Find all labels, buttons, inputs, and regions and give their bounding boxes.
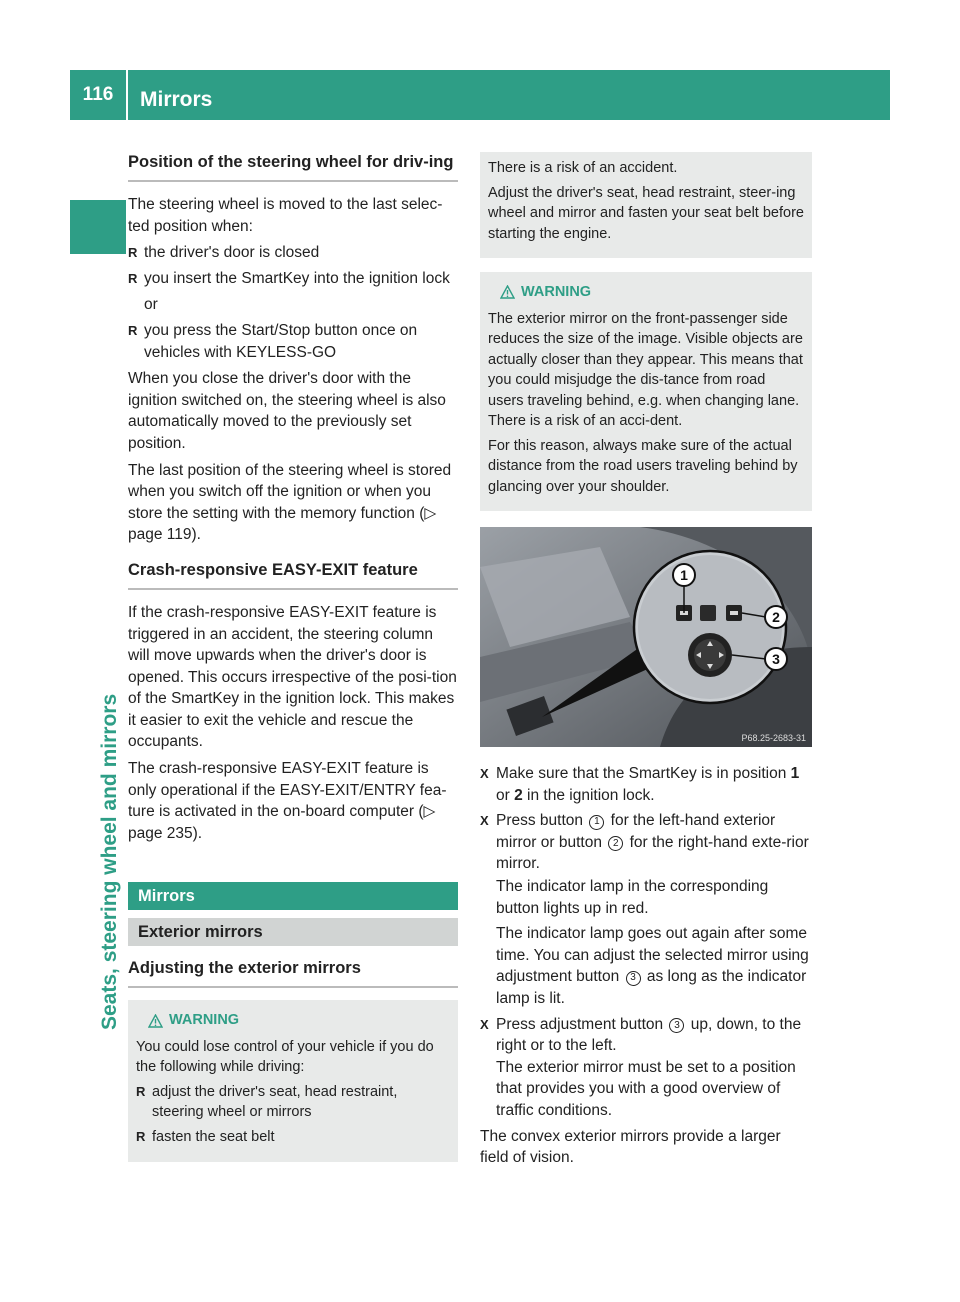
warning-text: The exterior mirror on the front-passenger side reduces the size of the image. Visible objects are actually closer than they appear. This means that you could misjudge the dis-tance from road users traveling behind, e.g. when changing lane. There is a risk of an acci-dent. — [488, 310, 803, 429]
mirror-controls-photo — [480, 527, 812, 747]
heading-adjusting-mirrors: Adjusting the exterior mirrors — [128, 958, 458, 988]
warning-triangle-icon — [148, 1014, 163, 1028]
warning-text: There is a risk of an accident. — [488, 160, 678, 176]
page-title: Mirrors — [140, 88, 213, 111]
warning-box — [128, 1000, 458, 1162]
warning-header — [136, 1010, 450, 1031]
list-item: R the driver's door is closed — [128, 242, 458, 264]
callout-ref-1: 1 — [589, 815, 604, 830]
warning-text: You could lose control of your vehicle if you do the following while driving: — [136, 1038, 434, 1076]
warning-bullets — [136, 1082, 450, 1148]
paragraph: When you close the driver's door with the ignition switched on, the steering wheel is also automatically moved to the previously set position. — [128, 370, 446, 452]
warning-box — [480, 272, 812, 511]
step-text: for the right-hand exte-rior mirror. — [496, 833, 809, 873]
warning-label: WARNING — [169, 1012, 240, 1029]
warning-text: Adjust the driver's seat, head restraint, steer-ing wheel and mirror and fasten your seat belt before starting the engine. — [488, 184, 804, 242]
position-label: 1 — [790, 765, 800, 782]
step-note: The exterior mirror must be set to a position that provides you with a good overview of traffic conditions. — [496, 1058, 796, 1119]
section-band-mirrors: Mirrors — [128, 882, 458, 910]
list-item: R you press the Start/Stop button once on vehicles with KEYLESS-GO — [128, 320, 458, 363]
step-text: as long as the indicator lamp is lit. — [496, 968, 807, 1007]
step-text: up, down, to the right or to the left. — [496, 1015, 802, 1055]
step-text: for the left-hand exterior mirror or button — [496, 812, 776, 851]
right-column — [480, 152, 812, 1174]
step-item — [480, 763, 812, 806]
list-item: R you insert the SmartKey into the ignition lock — [128, 268, 458, 290]
paragraph: The convex exterior mirrors provide a larger field of vision. — [480, 1127, 781, 1167]
heading-steering-position: Position of the steering wheel for driv-ing — [128, 152, 458, 182]
bullet-list — [128, 320, 458, 363]
header-divider — [126, 70, 128, 120]
step-text: The indicator lamp goes out again after some time. You can adjust the selected mirror using adjustment button — [496, 925, 809, 986]
figure-code: P68.25-2683-31 — [741, 733, 806, 743]
step-text: Press button — [496, 812, 584, 830]
callout-1-label: 1 — [680, 567, 688, 583]
step-note — [496, 923, 812, 1009]
step-item — [480, 1014, 812, 1122]
door-panel-illustration — [480, 527, 812, 747]
warning-header — [488, 282, 804, 303]
heading-easy-exit: Crash-responsive EASY-EXIT feature — [128, 560, 458, 590]
paragraph: If the crash-responsive EASY-EXIT feature is triggered in an accident, the steering column will move upwards when the driver's door is opened. This occurs irrespective of the posi-tion of the SmartKey in the ignition lock. This makes it easier to exit the vehicle and rescue the occupants. — [128, 603, 457, 751]
warning-triangle-icon — [500, 285, 515, 299]
callout-3-label: 3 — [772, 651, 780, 667]
step-text: in the ignition lock. — [527, 786, 655, 804]
callout-ref-3: 3 — [626, 971, 641, 986]
chapter-tab — [70, 200, 126, 254]
instruction-steps — [480, 763, 812, 1122]
chapter-title: Seats, steering wheel and mirrors — [98, 693, 121, 1030]
step-item — [480, 810, 812, 1009]
bullet-list — [128, 242, 458, 289]
warning-label: WARNING — [521, 284, 592, 300]
warning-box-continued — [480, 152, 812, 258]
or-text: or — [144, 296, 158, 314]
list-item: R fasten the seat belt — [136, 1127, 450, 1148]
paragraph: The crash-responsive EASY-EXIT feature is only operational if the EASY-EXIT/ENTRY fea-ture is activated in the on-board computer (▷ page 235). — [128, 760, 447, 842]
paragraph: The last position of the steering wheel is stored when you switch off the ignition or when you store the setting with the memory function (▷ page 119). — [128, 461, 452, 544]
callout-ref-2: 2 — [608, 836, 623, 851]
step-note: The indicator lamp in the corresponding button lights up in red. — [496, 877, 769, 917]
list-item: R adjust the driver's seat, head restraint, steering wheel or mirrors — [136, 1082, 450, 1123]
page-number: 116 — [82, 84, 114, 105]
paragraph: The steering wheel is moved to the last selec-ted position when: — [128, 196, 443, 235]
callout-ref-3: 3 — [669, 1018, 684, 1033]
warning-text: For this reason, always make sure of the actual distance from the road users traveling behind by glancing over your shoulder. — [488, 437, 798, 495]
step-text: Press adjustment button — [496, 1015, 664, 1033]
position-label: 2 — [514, 786, 523, 804]
step-text: Make sure that the SmartKey is in position — [496, 765, 787, 782]
left-column — [128, 152, 458, 1162]
callout-2-label: 2 — [772, 609, 780, 625]
section-band-exterior-mirrors: Exterior mirrors — [128, 918, 458, 946]
step-text: or — [496, 786, 510, 804]
